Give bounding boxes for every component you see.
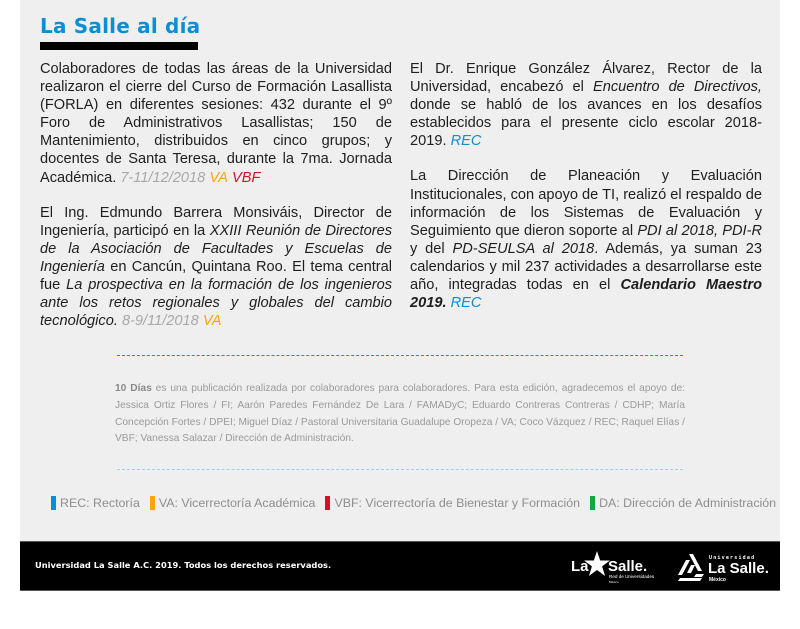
body-text: y del xyxy=(410,240,453,257)
title-underline-bar xyxy=(40,42,198,50)
logo-mx-sub: México xyxy=(709,577,726,583)
legend-item-vbf xyxy=(325,496,580,510)
legend-swatch-vbf xyxy=(325,496,330,510)
logo-red-text-la: La xyxy=(571,558,589,575)
body-text: en Cancún, Quintana Roo. El tema central fue xyxy=(40,258,392,294)
logo-red-text-salle: Salle. xyxy=(608,558,648,575)
logo-mx-brand: La Salle. xyxy=(708,560,769,577)
body-text: La Dirección de Planeación y Evaluación Institucionales, con apoyo de TI, realizó el respaldo de información de los Sistemas de Evaluación y Seguimiento que dieron soporte al xyxy=(410,168,762,239)
legend-item-rec xyxy=(51,496,140,510)
department-legend xyxy=(51,495,776,511)
news-item xyxy=(410,60,762,150)
department-tag-va: VA xyxy=(202,313,222,330)
footer xyxy=(20,541,780,591)
emphasized-text: Encuentro de Directivos, xyxy=(592,79,762,96)
legend-item-va xyxy=(150,496,316,510)
legend-label: DA: Dirección de Administración xyxy=(599,496,777,510)
logo-mx-top: Universidad xyxy=(709,555,756,561)
emphasized-text: La prospectiva en la formación de los ingenieros ante los retos regionales y globales del cambio tecnológico. xyxy=(40,277,393,330)
news-column-right xyxy=(410,60,762,329)
logo-red-country: México xyxy=(609,580,619,584)
department-tag-rec: REC xyxy=(450,295,482,312)
news-item xyxy=(410,167,762,312)
legend-swatch-va xyxy=(150,496,155,510)
credits-note xyxy=(115,381,685,448)
body-text: Colaboradores de todas las áreas de la Universidad realizaron el cierre del Curso de Formación Lasallista (FORLA) en diferentes sesiones: 432 durante el 9º Foro de Administrativos Lasallistas; 150 de Mantenimiento, distribuidos en cinco grupos; y docentes de Santa Teresa, durante la 7ma. Jornada Académica. xyxy=(40,61,392,186)
logo-red-subtitle: Red de Universidades xyxy=(609,574,655,579)
legend-label: REC: Rectoría xyxy=(60,496,140,510)
news-date: 7-11/12/2018 xyxy=(120,169,210,186)
divider-bottom xyxy=(117,469,683,470)
legend-swatch-rec xyxy=(51,496,56,510)
body-text: donde se habló de los avances en los desafíos establecidos para el presente ciclo escolar 2018-2019. xyxy=(410,97,762,150)
la-salle-mexico-logo[interactable] xyxy=(678,551,770,585)
news-item xyxy=(40,60,392,187)
section-title: La Salle al día xyxy=(40,14,201,38)
body-text: . Además, ya suman 23 calendarios y mil 237 actividades a desarrollarse este año, integradas todas en el xyxy=(410,240,762,294)
newsletter-panel xyxy=(20,0,780,541)
department-tag-rec: REC xyxy=(450,133,482,150)
copyright-text: Universidad La Salle A.C. 2019. Todos los derechos reservados. xyxy=(35,560,332,570)
body-text: El Ing. Edmundo Barrera Monsiváis, Director de Ingeniería, participó en la xyxy=(40,204,392,239)
department-tag-va: VA xyxy=(209,169,228,186)
emphasized-text: XXIII Reunión de Directores de la Asociación de Facultades y Escuelas de Ingeniería xyxy=(40,222,392,275)
divider-top xyxy=(117,355,683,356)
credits-text: es una publicación realizada por colaboradores para colaboradores. Para esta edición, agradecemos el apoyo de: Jessica Ortiz Flores / FI; Aarón Paredes Fernández De Lara / FAMADyC; Eduardo Contreras Contreras / CDHP; María Concepción Fortes / DPEI; Miguel Díaz / Pastoral Universitaria Guadalupe Oropeza / VA; Coco Vázquez / REC; Raquel Elías / VBF; Vanessa Salazar / Dirección de Administración. xyxy=(115,383,685,445)
news-item xyxy=(40,204,392,331)
emphasized-text: Calendario Maestro 2019. xyxy=(410,277,763,312)
department-tag-vbf: VBF xyxy=(232,169,261,186)
news-column-left xyxy=(40,60,392,347)
la-salle-red-logo[interactable] xyxy=(570,549,665,585)
publication-name: 10 Días xyxy=(115,383,152,394)
body-text: El Dr. Enrique González Álvarez, Rector de la Universidad, encabezó el xyxy=(410,61,762,96)
legend-label: VA: Vicerrectoría Académica xyxy=(158,496,316,510)
legend-label: VBF: Vicerrectoría de Bienestar y Formación xyxy=(334,496,581,510)
emphasized-text: PD-SEULSA al 2018 xyxy=(452,240,595,257)
legend-swatch-da xyxy=(590,496,595,510)
legend-item-da xyxy=(590,496,776,510)
la-salle-emblem-icon xyxy=(678,554,704,581)
news-date: 8-9/11/2018 xyxy=(121,313,203,330)
emphasized-text: PDI al 2018, PDI-R xyxy=(637,222,762,239)
